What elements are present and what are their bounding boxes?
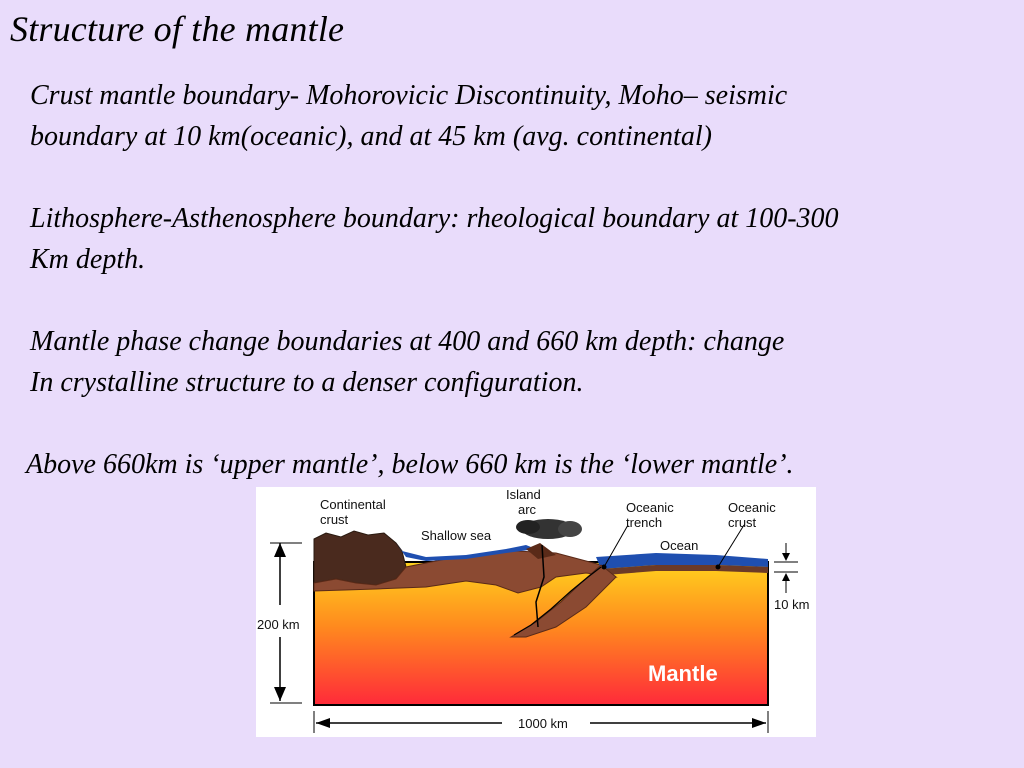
mantle-cross-section-figure [256, 487, 816, 737]
paragraph-line: Lithosphere-Asthenosphere boundary: rheological boundary at 100-300 [30, 203, 839, 234]
paragraph-line: Mantle phase change boundaries at 400 and 660 km depth: change [30, 326, 785, 357]
paragraph-line: boundary at 10 km(oceanic), and at 45 km (avg. continental) [30, 121, 712, 152]
label-ocean: Ocean [660, 538, 699, 553]
trench-marker [602, 565, 607, 570]
arrow-right-icon [752, 718, 766, 728]
arrow-up-icon [274, 543, 286, 557]
paragraph-line: In crystalline structure to a denser configuration. [30, 367, 584, 398]
slide-title: Structure of the mantle [10, 9, 345, 49]
label-oceanic-crust: Oceanic [728, 500, 776, 515]
paragraph-line: Above 660km is ‘upper mantle’, below 660 km is the ‘lower mantle’. [26, 449, 794, 480]
label-oceanic-crust: crust [728, 515, 757, 530]
label-continental-crust: Continental [320, 497, 386, 512]
label-1000-km: 1000 km [518, 716, 568, 731]
paragraph-upper-lower-mantle [26, 444, 1000, 485]
label-10-km: 10 km [774, 597, 810, 612]
label-island-arc: arc [518, 502, 537, 517]
paragraph-phase-change [30, 321, 1000, 403]
label-200-km: 200 km [257, 617, 300, 632]
paragraph-line: Crust mantle boundary- Mohorovicic Discontinuity, Moho– seismic [30, 80, 788, 111]
paragraph-line: Km depth. [30, 244, 146, 275]
arrow-left-icon [316, 718, 330, 728]
arrow-down-icon [274, 687, 286, 701]
paragraph-moho [30, 75, 1000, 157]
oceanic-crust-marker [716, 565, 721, 570]
continental-crust-shape [314, 531, 406, 585]
label-mantle: Mantle [648, 661, 718, 686]
ash-cloud [558, 521, 582, 537]
arrow-down-icon [782, 553, 790, 561]
ash-cloud [516, 520, 540, 534]
mantle-diagram [256, 487, 816, 737]
label-island-arc: Island [506, 487, 541, 502]
label-continental-crust: crust [320, 512, 349, 527]
label-oceanic-trench: Oceanic [626, 500, 674, 515]
paragraph-lithosphere [30, 198, 1000, 280]
label-shallow-sea: Shallow sea [421, 528, 492, 543]
label-oceanic-trench: trench [626, 515, 663, 530]
slide-body [26, 75, 1000, 526]
